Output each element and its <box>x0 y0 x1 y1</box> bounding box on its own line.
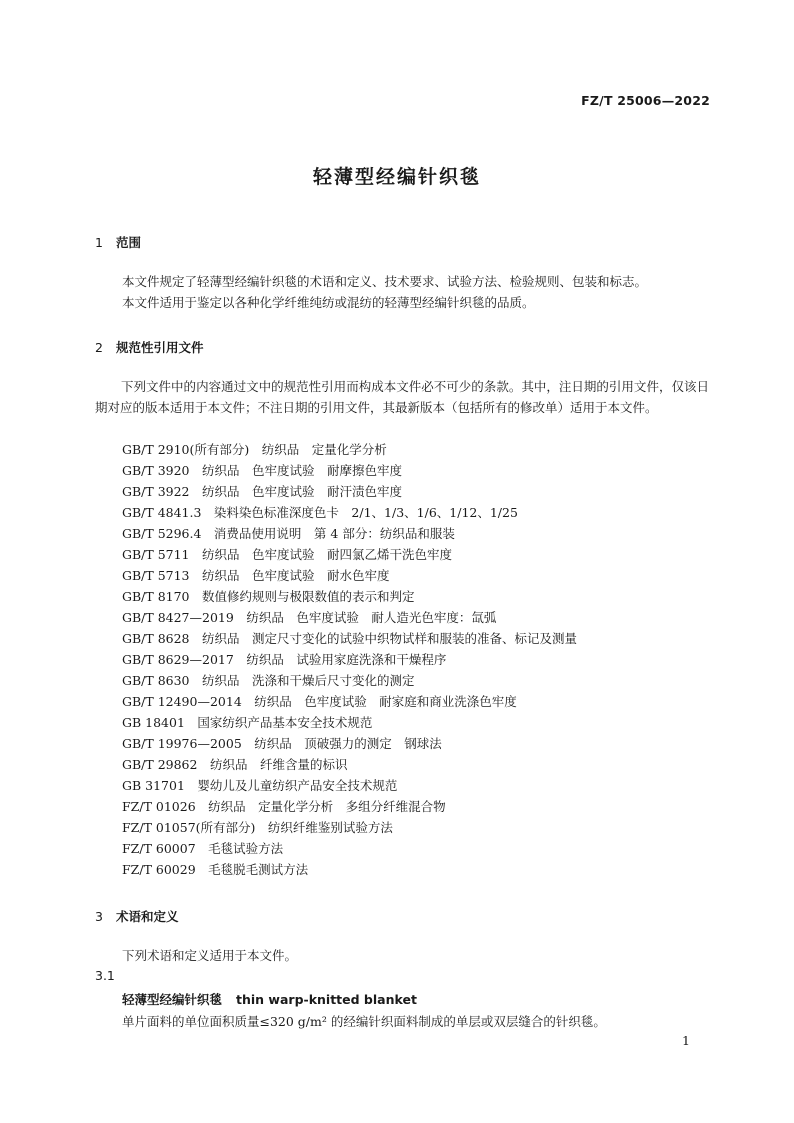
reference-item: GB 18401 国家纺织产品基本安全技术规范 <box>122 715 373 730</box>
reference-item: GB/T 12490—2014 纺织品 色牢度试验 耐家庭和商业洗涤色牢度 <box>122 694 517 709</box>
reference-item: GB/T 4841.3 染料染色标准深度色卡 2/1、1/3、1/6、1/12、1/25 <box>122 505 518 520</box>
term-heading <box>122 990 417 1008</box>
section-2-intro: 下列文件中的内容通过文中的规范性引用而构成本文件必不可少的条款。其中，注日期的引用文件，仅该日期对应的版本适用于本文件；不注日期的引用文件，其最新版本（包括所有的修改单）适用于本文件。 <box>95 379 709 415</box>
reference-item: GB/T 8628 纺织品 测定尺寸变化的试验中织物试样和服装的准备、标记及测量 <box>122 631 578 646</box>
reference-list <box>122 439 577 880</box>
reference-item: GB/T 5713 纺织品 色牢度试验 耐水色牢度 <box>122 568 390 583</box>
reference-item: GB/T 8629—2017 纺织品 试验用家庭洗涤和干燥程序 <box>122 652 447 667</box>
section-title: 范围 <box>116 235 142 250</box>
reference-item: GB/T 29862 纺织品 纤维含量的标识 <box>122 757 348 772</box>
section-1-paragraph: 本文件规定了轻薄型经编针织毯的术语和定义、技术要求、试验方法、检验规则、包装和标志。 <box>122 274 648 289</box>
section-3-heading <box>95 907 179 925</box>
term-chinese: 轻薄型经编针织毯 <box>122 992 223 1007</box>
section-1-paragraph: 本文件适用于鉴定以各种化学纤维纯纺或混纺的轻薄型经编针织毯的品质。 <box>122 295 535 310</box>
reference-item: GB/T 5296.4 消费品使用说明 第 4 部分：纺织品和服装 <box>122 526 455 541</box>
section-number: 3 <box>95 909 103 924</box>
reference-item: FZ/T 01057(所有部分) 纺织纤维鉴别试验方法 <box>122 820 393 835</box>
term-number: 3.1 <box>95 968 115 983</box>
reference-item: GB/T 2910(所有部分) 纺织品 定量化学分析 <box>122 442 387 457</box>
reference-item: GB/T 5711 纺织品 色牢度试验 耐四氯乙烯干洗色牢度 <box>122 547 453 562</box>
page-number: 1 <box>682 1033 690 1048</box>
reference-item: GB/T 8427—2019 纺织品 色牢度试验 耐人造光色牢度：氙弧 <box>122 610 497 625</box>
reference-item: GB/T 3922 纺织品 色牢度试验 耐汗渍色牢度 <box>122 484 403 499</box>
reference-item: FZ/T 60029 毛毯脱毛测试方法 <box>122 862 309 877</box>
reference-item: GB/T 19976—2005 纺织品 顶破强力的测定 钢球法 <box>122 736 442 751</box>
section-number: 1 <box>95 235 103 250</box>
section-1-heading <box>95 233 141 251</box>
section-title: 规范性引用文件 <box>116 340 204 355</box>
term-english: thin warp-knitted blanket <box>236 992 417 1007</box>
document-title: 轻薄型经编针织毯 <box>312 166 481 188</box>
section-3-intro: 下列术语和定义适用于本文件。 <box>122 948 298 963</box>
reference-item: GB 31701 婴幼儿及儿童纺织产品安全技术规范 <box>122 778 398 793</box>
section-number: 2 <box>95 340 103 355</box>
reference-item: GB/T 8630 纺织品 洗涤和干燥后尺寸变化的测定 <box>122 673 415 688</box>
reference-item: GB/T 3920 纺织品 色牢度试验 耐摩擦色牢度 <box>122 463 403 478</box>
reference-item: FZ/T 01026 纺织品 定量化学分析 多组分纤维混合物 <box>122 799 446 814</box>
section-title: 术语和定义 <box>116 909 179 924</box>
term-definition: 单片面料的单位面积质量≤320 g/m² 的经编针织面料制成的单层或双层缝合的针织毯。 <box>122 1014 606 1029</box>
standard-code: FZ/T 25006—2022 <box>581 93 710 108</box>
reference-item: GB/T 8170 数值修约规则与极限数值的表示和判定 <box>122 589 415 604</box>
reference-item: FZ/T 60007 毛毯试验方法 <box>122 841 284 856</box>
section-2-heading <box>95 338 204 356</box>
